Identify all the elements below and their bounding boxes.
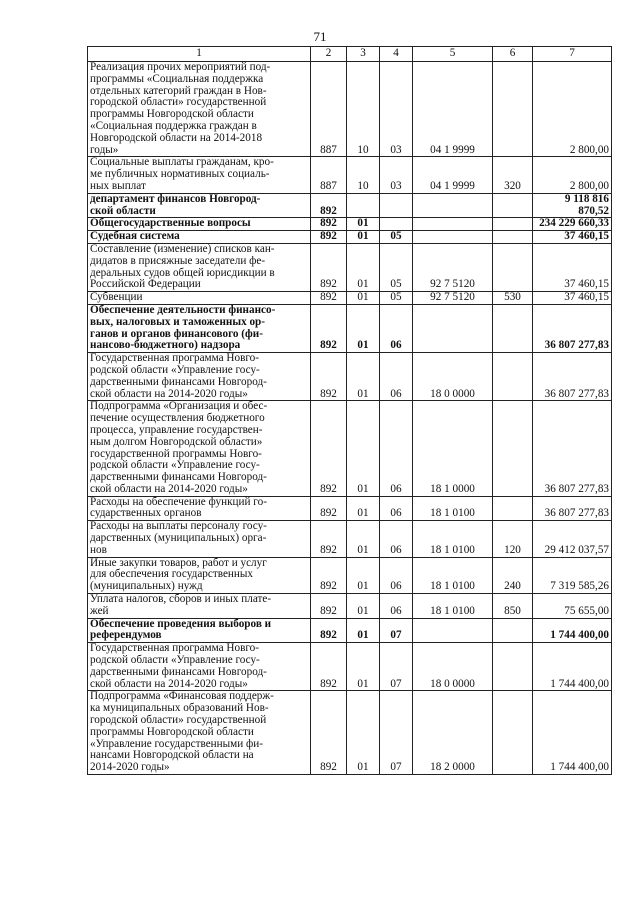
row-code-3: 01	[347, 218, 380, 231]
row-code-5: 18 1 0100	[413, 557, 493, 593]
row-code-6	[493, 62, 533, 157]
row-name: Подпрограмма «Финансовая поддерж- ка муниципальных образований Нов- городской области» государственной программы Новгородской области «Управление государственными фи- нансами Новгородской области на 2014-2020 годы»	[88, 691, 311, 775]
row-code-2: 892	[311, 218, 347, 231]
table-header-row	[88, 47, 612, 62]
row-code-3: 01	[347, 304, 380, 352]
row-code-5: 92 7 5120	[413, 292, 493, 305]
row-amount: 1 744 400,00	[533, 643, 612, 691]
row-code-6	[493, 304, 533, 352]
row-code-5	[413, 231, 493, 244]
row-code-5: 92 7 5120	[413, 243, 493, 291]
row-amount: 1 744 400,00	[533, 691, 612, 775]
row-name: Общегосударственные вопросы	[88, 218, 311, 231]
table-row	[88, 304, 612, 352]
row-name: Расходы на обеспечение функций го- сударственных органов	[88, 496, 311, 521]
table-row	[88, 62, 612, 157]
row-code-2: 887	[311, 157, 347, 193]
table-row	[88, 557, 612, 593]
row-code-3: 01	[347, 691, 380, 775]
row-code-4: 06	[380, 353, 413, 401]
row-code-5: 18 0 0000	[413, 643, 493, 691]
row-code-6	[493, 618, 533, 643]
row-code-6	[493, 231, 533, 244]
row-code-4: 03	[380, 62, 413, 157]
row-code-3: 01	[347, 243, 380, 291]
row-name: Государственная программа Новго- родской области «Управление госу- дарственными финансами Новгород- ской области на 2014-2020 годы»	[88, 643, 311, 691]
table-row	[88, 521, 612, 557]
page-number: 71	[313, 29, 327, 44]
header-col-4: 4	[380, 47, 413, 62]
table-row	[88, 643, 612, 691]
row-code-6: 530	[493, 292, 533, 305]
row-code-2: 892	[311, 618, 347, 643]
row-amount: 36 807 277,83	[533, 353, 612, 401]
row-code-4: 06	[380, 401, 413, 496]
row-code-3: 10	[347, 157, 380, 193]
header-col-5: 5	[413, 47, 493, 62]
table-row	[88, 218, 612, 231]
table-row	[88, 231, 612, 244]
row-code-2: 892	[311, 292, 347, 305]
row-code-2: 887	[311, 62, 347, 157]
row-code-3: 01	[347, 496, 380, 521]
table-row	[88, 618, 612, 643]
row-amount: 36 807 277,83	[533, 496, 612, 521]
row-code-2: 892	[311, 521, 347, 557]
row-code-6: 850	[493, 594, 533, 619]
row-code-4: 07	[380, 643, 413, 691]
row-amount: 37 460,15	[533, 231, 612, 244]
row-code-5: 18 1 0100	[413, 594, 493, 619]
row-amount: 75 655,00	[533, 594, 612, 619]
header-col-6: 6	[493, 47, 533, 62]
header-col-3: 3	[347, 47, 380, 62]
row-code-3: 01	[347, 618, 380, 643]
row-code-6: 120	[493, 521, 533, 557]
row-amount: 7 319 585,26	[533, 557, 612, 593]
row-amount: 36 807 277,83	[533, 304, 612, 352]
row-name: Судебная система	[88, 231, 311, 244]
row-name: департамент финансов Новгород- ской области	[88, 193, 311, 218]
row-code-6	[493, 691, 533, 775]
row-code-5	[413, 193, 493, 218]
row-name: Реализация прочих мероприятий под- программы «Социальная поддержка отдельных категорий граждан в Нов- городской области» государственной программы Новгородской области «Социальная поддержка граждан в Новгородской области на 2014-2018 годы»	[88, 62, 311, 157]
row-code-4: 05	[380, 292, 413, 305]
row-code-4: 06	[380, 521, 413, 557]
row-code-3: 10	[347, 62, 380, 157]
row-code-3: 01	[347, 521, 380, 557]
row-code-5	[413, 218, 493, 231]
row-code-6	[493, 401, 533, 496]
header-col-2: 2	[311, 47, 347, 62]
row-code-3: 01	[347, 292, 380, 305]
row-code-2: 892	[311, 643, 347, 691]
row-code-3: 01	[347, 353, 380, 401]
row-amount: 1 744 400,00	[533, 618, 612, 643]
row-code-2: 892	[311, 594, 347, 619]
row-code-6	[493, 218, 533, 231]
row-code-5	[413, 618, 493, 643]
header-col-7: 7	[533, 47, 612, 62]
row-name: Обеспечение деятельности финансо- вых, налоговых и таможенных ор- ганов и органов финансового (фи- нансово-бюджетного) надзора	[88, 304, 311, 352]
row-name: Расходы на выплаты персоналу госу- дарственных (муниципальных) орга- нов	[88, 521, 311, 557]
row-code-6	[493, 496, 533, 521]
row-code-2: 892	[311, 691, 347, 775]
row-code-2: 892	[311, 496, 347, 521]
row-code-5: 04 1 9999	[413, 62, 493, 157]
row-code-5: 18 1 0100	[413, 521, 493, 557]
row-code-3: 01	[347, 594, 380, 619]
row-code-4: 07	[380, 618, 413, 643]
row-amount: 9 118 816 870,52	[533, 193, 612, 218]
table-row	[88, 594, 612, 619]
row-amount: 234 229 660,33	[533, 218, 612, 231]
row-amount: 2 800,00	[533, 62, 612, 157]
row-code-4	[380, 193, 413, 218]
row-amount: 37 460,15	[533, 243, 612, 291]
table-row	[88, 193, 612, 218]
row-code-4: 06	[380, 557, 413, 593]
row-code-5: 18 2 0000	[413, 691, 493, 775]
row-code-5: 18 1 0100	[413, 496, 493, 521]
row-name: Обеспечение проведения выборов и референдумов	[88, 618, 311, 643]
row-code-4: 05	[380, 231, 413, 244]
row-code-2: 892	[311, 304, 347, 352]
row-amount: 37 460,15	[533, 292, 612, 305]
row-name: Субвенции	[88, 292, 311, 305]
budget-table	[87, 46, 612, 775]
row-code-4: 03	[380, 157, 413, 193]
row-code-4	[380, 218, 413, 231]
row-code-2: 892	[311, 557, 347, 593]
table-row	[88, 157, 612, 193]
table-row	[88, 496, 612, 521]
table-body	[88, 62, 612, 775]
row-name: Уплата налогов, сборов и иных плате- жей	[88, 594, 311, 619]
row-amount: 29 412 037,57	[533, 521, 612, 557]
table-row	[88, 401, 612, 496]
row-code-6: 240	[493, 557, 533, 593]
row-name: Составление (изменение) списков кан- дидатов в присяжные заседатели фе- деральных судов общей юрисдикции в Российской Федерации	[88, 243, 311, 291]
row-name: Социальные выплаты гражданам, кро- ме публичных нормативных социаль- ных выплат	[88, 157, 311, 193]
row-code-3: 01	[347, 401, 380, 496]
row-code-3: 01	[347, 643, 380, 691]
row-code-2: 892	[311, 401, 347, 496]
row-code-2: 892	[311, 243, 347, 291]
row-amount: 2 800,00	[533, 157, 612, 193]
row-code-3: 01	[347, 557, 380, 593]
row-code-2: 892	[311, 193, 347, 218]
row-code-4: 06	[380, 594, 413, 619]
row-code-4: 05	[380, 243, 413, 291]
table-row	[88, 691, 612, 775]
table-row	[88, 353, 612, 401]
row-name: Иные закупки товаров, работ и услуг для обеспечения государственных (муниципальных) нужд	[88, 557, 311, 593]
row-code-4: 06	[380, 496, 413, 521]
row-code-6: 320	[493, 157, 533, 193]
row-code-4: 07	[380, 691, 413, 775]
table-row	[88, 292, 612, 305]
row-code-5	[413, 304, 493, 352]
row-code-6	[493, 243, 533, 291]
row-name: Государственная программа Новго- родской области «Управление госу- дарственными финансами Новгород- ской области на 2014-2020 годы»	[88, 353, 311, 401]
header-col-1: 1	[88, 47, 311, 62]
row-code-2: 892	[311, 231, 347, 244]
row-code-3	[347, 193, 380, 218]
row-code-5: 18 1 0000	[413, 401, 493, 496]
row-code-3: 01	[347, 231, 380, 244]
row-amount: 36 807 277,83	[533, 401, 612, 496]
row-code-4: 06	[380, 304, 413, 352]
row-code-2: 892	[311, 353, 347, 401]
table-row	[88, 243, 612, 291]
row-code-6	[493, 193, 533, 218]
row-code-5: 18 0 0000	[413, 353, 493, 401]
row-code-6	[493, 353, 533, 401]
row-code-6	[493, 643, 533, 691]
row-code-5: 04 1 9999	[413, 157, 493, 193]
row-name: Подпрограмма «Организация и обес- печение осуществления бюджетного процесса, управление государствен- ным долгом Новгородской области» государственной программы Новго- родской области «Управление госу- дарственными финансами Новгород- ской области на 2014-2020 годы»	[88, 401, 311, 496]
